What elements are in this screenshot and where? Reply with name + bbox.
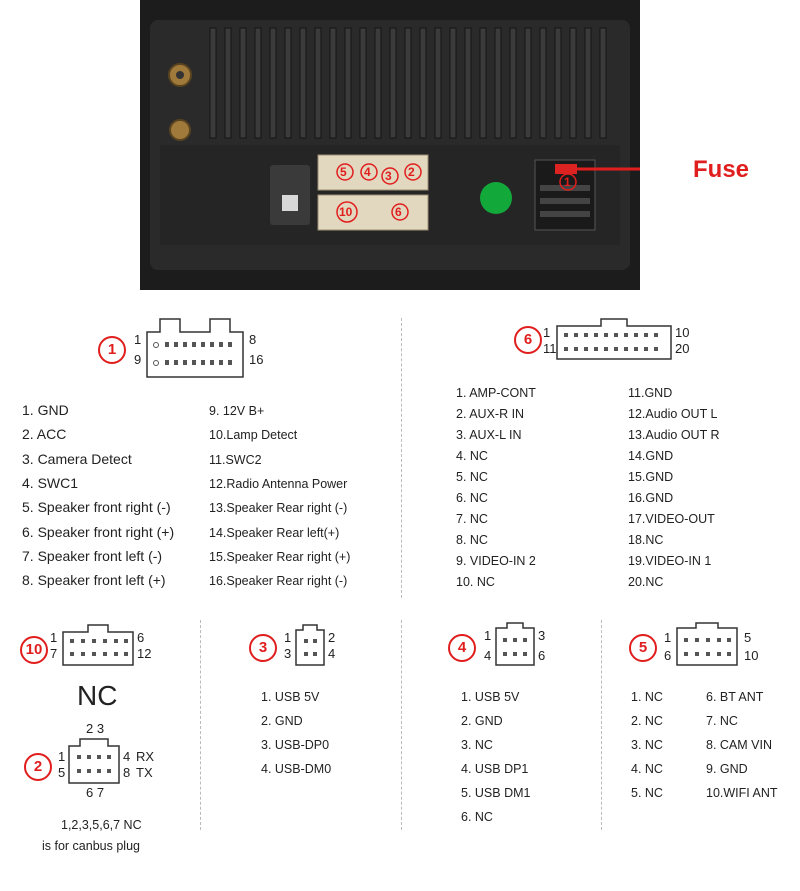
pin-desc: 17.VIDEO-OUT xyxy=(628,512,715,526)
pin-desc: 6. NC xyxy=(461,810,493,824)
pin-desc: 10.Lamp Detect xyxy=(209,428,298,442)
pin-number: 5 xyxy=(58,765,66,780)
pin-desc: 20.NC xyxy=(628,575,664,589)
signal-tx: TX xyxy=(136,765,153,780)
divider xyxy=(401,620,402,830)
connector-3-badge: 3 xyxy=(249,634,277,662)
pin-desc: 13.Audio OUT R xyxy=(628,428,720,442)
connector-6-badge: 6 xyxy=(514,326,542,354)
pin-number: 4 xyxy=(328,646,336,661)
pin-desc: 10.WIFI ANT xyxy=(706,786,778,800)
pin-desc: 4. USB-DM0 xyxy=(261,762,332,776)
pin-number: 8 xyxy=(123,765,131,780)
pin-number: 6 xyxy=(538,648,546,663)
connector-6-diagram xyxy=(556,318,672,360)
pin-desc: 3. AUX-L IN xyxy=(456,428,522,442)
pin-number: 3 xyxy=(538,628,546,643)
pin-desc: 15.Speaker Rear right (+) xyxy=(209,550,351,564)
fuse-label: Fuse xyxy=(693,156,750,183)
pin-desc: 5. NC xyxy=(456,470,488,484)
pin-desc: 16.Speaker Rear right (-) xyxy=(209,574,348,588)
pin-number: 1 xyxy=(50,630,58,645)
photo-marker-10: 10 xyxy=(339,205,353,219)
pin-number: 10 xyxy=(675,325,690,340)
pin-desc: 8. CAM VIN xyxy=(706,738,772,752)
signal-rx: RX xyxy=(136,749,155,764)
connector-1-badge: 1 xyxy=(98,336,126,364)
pin-number: 10 xyxy=(744,648,759,663)
pin-desc: 3. Camera Detect xyxy=(22,451,132,467)
pin-number: 9 xyxy=(134,352,142,367)
connector-1-diagram xyxy=(146,318,244,378)
photo-marker-6: 6 xyxy=(395,205,402,219)
pin-number: 3 xyxy=(284,646,292,661)
connector-5-diagram xyxy=(676,622,738,666)
pin-number: 16 xyxy=(249,352,264,367)
pin-desc: 12.Radio Antenna Power xyxy=(209,477,348,491)
connector-10-badge: 10 xyxy=(20,636,48,664)
pin-desc: 9. GND xyxy=(706,762,748,776)
pin-desc: 8. NC xyxy=(456,533,488,547)
pin-desc: 9. VIDEO-IN 2 xyxy=(456,554,536,568)
pin-desc: 1. USB 5V xyxy=(461,690,520,704)
connector-10-nc-note: NC xyxy=(77,680,118,711)
pin-number: 6 xyxy=(664,648,672,663)
connector-2-diagram xyxy=(68,738,120,784)
pin-desc: 5. Speaker front right (-) xyxy=(22,499,171,515)
pin-desc: 3. NC xyxy=(461,738,493,752)
pin-number: 1 xyxy=(484,628,492,643)
pin-desc: 14.Speaker Rear left(+) xyxy=(209,526,340,540)
photo-marker-5: 5 xyxy=(340,165,347,179)
pin-desc: 9. 12V B+ xyxy=(209,404,265,418)
photo-marker-2: 2 xyxy=(408,165,415,179)
pin-desc: 19.VIDEO-IN 1 xyxy=(628,554,712,568)
pin-number: 1 xyxy=(664,630,672,645)
pin-desc: 5. NC xyxy=(631,786,663,800)
pin-number: 20 xyxy=(675,341,690,356)
pin-desc: 4. NC xyxy=(456,449,488,463)
connector-4-badge: 4 xyxy=(448,634,476,662)
connector-4-diagram xyxy=(495,622,535,666)
pin-desc: 6. NC xyxy=(456,491,488,505)
pin-number: 4 xyxy=(123,749,131,764)
pin-desc: 3. NC xyxy=(631,738,663,752)
pin-desc: 1. GND xyxy=(22,402,69,418)
pin-desc: 13.Speaker Rear right (-) xyxy=(209,501,348,515)
head-unit-rear-photo xyxy=(140,0,640,290)
pin-desc: 10. NC xyxy=(456,575,495,589)
pin-number: 11 xyxy=(543,341,557,356)
pin-desc: 8. Speaker front left (+) xyxy=(22,572,166,588)
pin-desc: 4. NC xyxy=(631,762,663,776)
canbus-note: 1,2,3,5,6,7 NC xyxy=(61,818,142,832)
pin-number: 1 xyxy=(134,332,142,347)
pin-number: 1 xyxy=(543,325,551,340)
pin-number: 12 xyxy=(137,646,152,661)
pin-desc: 15.GND xyxy=(628,470,674,484)
pin-desc: 3. USB-DP0 xyxy=(261,738,330,752)
pin-desc: 5. USB DM1 xyxy=(461,786,531,800)
pin-desc: 2. ACC xyxy=(22,426,67,442)
pin-desc: 1. USB 5V xyxy=(261,690,320,704)
pin-number: 6 7 xyxy=(86,785,105,800)
connector-2-badge: 2 xyxy=(24,753,52,781)
pin-desc: 1. NC xyxy=(631,690,663,704)
divider xyxy=(401,318,402,598)
pin-number: 1 xyxy=(284,630,292,645)
connector-3-diagram xyxy=(295,624,325,666)
pin-desc: 6. BT ANT xyxy=(706,690,764,704)
pin-number: 6 xyxy=(137,630,145,645)
pin-desc: 16.GND xyxy=(628,491,674,505)
pin-number: 4 xyxy=(484,648,492,663)
photo-marker-1: 1 xyxy=(564,175,571,189)
pin-desc: 7. NC xyxy=(456,512,488,526)
pin-desc: 7. Speaker front left (-) xyxy=(22,548,163,564)
pin-desc: 12.Audio OUT L xyxy=(628,407,718,421)
photo-marker-3: 3 xyxy=(385,169,392,183)
pin-desc: 14.GND xyxy=(628,449,674,463)
pin-number: 1 xyxy=(58,749,66,764)
photo-marker-4: 4 xyxy=(364,165,371,179)
divider xyxy=(601,620,602,830)
pin-number: 5 xyxy=(744,630,752,645)
pin-number: 2 xyxy=(328,630,336,645)
pin-desc: 1. AMP-CONT xyxy=(456,386,536,400)
pin-desc: 6. Speaker front right (+) xyxy=(22,524,175,540)
pin-desc: 11.GND xyxy=(628,386,673,400)
divider xyxy=(200,620,201,830)
connector-10-diagram xyxy=(62,624,134,666)
pin-desc: 2. NC xyxy=(631,714,663,728)
pin-desc: 11.SWC2 xyxy=(209,453,262,467)
pin-number: 2 3 xyxy=(86,721,105,736)
pin-number: 8 xyxy=(249,332,257,347)
pin-desc: 2. GND xyxy=(261,714,303,728)
canbus-note: is for canbus plug xyxy=(42,839,140,853)
pin-number: 7 xyxy=(50,646,58,661)
pin-desc: 2. AUX-R IN xyxy=(456,407,525,421)
pin-desc: 2. GND xyxy=(461,714,503,728)
pin-desc: 4. USB DP1 xyxy=(461,762,529,776)
connector-5-badge: 5 xyxy=(629,634,657,662)
pin-desc: 4. SWC1 xyxy=(22,475,79,491)
pin-desc: 18.NC xyxy=(628,533,664,547)
pin-desc: 7. NC xyxy=(706,714,738,728)
